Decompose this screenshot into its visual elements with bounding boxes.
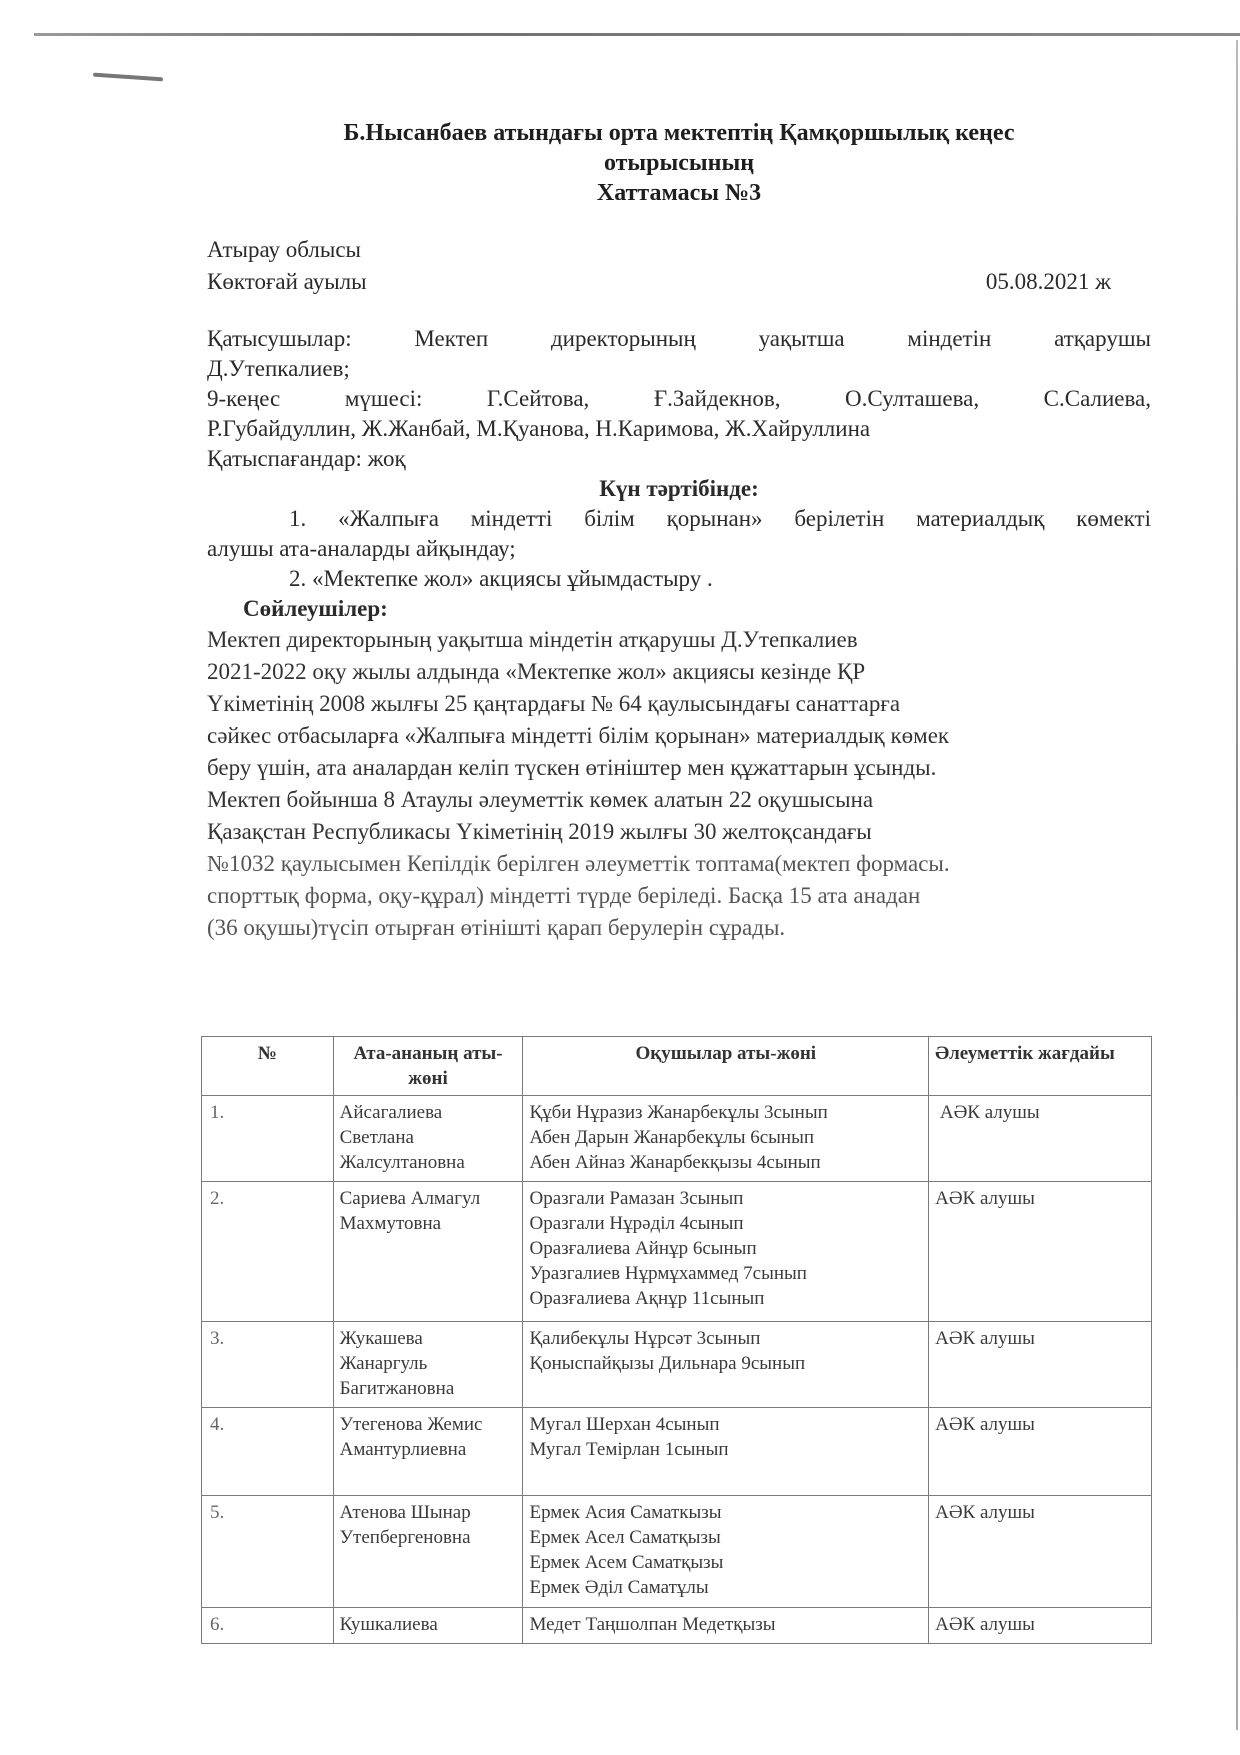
- student-line: Абен Айназ Жанарбекқызы 4сынып: [529, 1152, 821, 1173]
- document-meta: [207, 234, 1151, 298]
- student-line: Медет Таңшолпан Медетқызы: [529, 1614, 776, 1635]
- agenda-section: [207, 474, 1151, 594]
- parent-name-line: Сариева Алмагул: [339, 1188, 481, 1209]
- row-status: АӘК алушы: [929, 1182, 1152, 1322]
- agenda-item-1-line-1: 1. «Жалпыға міндетті білім қорынан» берілетін материалдық көмекті: [289, 506, 1151, 531]
- header-parent: [333, 1037, 523, 1096]
- row-num: 5.: [202, 1496, 334, 1608]
- student-line: Қоныспайқызы Дильнара 9сынып: [529, 1353, 806, 1374]
- table-row: [202, 1182, 1152, 1322]
- participants-section: [207, 324, 1151, 474]
- student-line: Оразғалиева Айнұр 6сынып: [529, 1238, 757, 1259]
- speakers-text: [207, 624, 1151, 944]
- region-label: Атырау облысы: [207, 237, 361, 262]
- title-line-2: отырысының: [603, 150, 755, 176]
- table-row: [202, 1096, 1152, 1182]
- title-line-3: Хаттамасы №3: [596, 180, 762, 206]
- row-parent: [333, 1496, 523, 1608]
- agenda-item-1-line-2: алушы ата-аналарды айқындау;: [207, 536, 516, 561]
- row-parent: [333, 1096, 523, 1182]
- participants-line-3: 9-кеңес мүшесі: Г.Сейтова, Ғ.Зайдекнов, О.Султашева, С.Салиева,: [207, 386, 1151, 411]
- student-line: Оразғалиева Ақнұр 11сынып: [529, 1288, 765, 1309]
- title-line-1: Б.Нысанбаев атындағы орта мектептің Қамқоршылық кеңес: [343, 120, 1015, 146]
- speech-line: Қазақстан Республикасы Үкіметінің 2019 жылғы 30 желтоқсандағы: [207, 819, 872, 844]
- parent-name-line: Амантурлиевна: [339, 1439, 467, 1460]
- student-line: Қалибекұлы Нұрсәт 3сынып: [529, 1328, 761, 1349]
- speech-line: (36 оқушы)түсіп отырған өтінішті қарап берулерін сұрады.: [207, 915, 786, 940]
- parent-name-line: Багитжановна: [339, 1378, 455, 1399]
- parent-name-line: Жанаргуль: [339, 1353, 428, 1374]
- speech-line: Үкіметінің 2008 жылғы 25 қаңтардағы № 64 қаулысындағы санаттарға: [207, 691, 901, 716]
- header-status: Әлеуметтік жағдайы: [929, 1037, 1152, 1096]
- scan-right-edge: [1236, 40, 1238, 1730]
- participants-line-2: Д.Утепкалиев;: [207, 356, 350, 381]
- speakers-heading: Сөйлеушілер:: [243, 596, 388, 621]
- student-line: Ермек Асия Саматкызы: [529, 1502, 722, 1523]
- row-students: [523, 1096, 929, 1182]
- parent-name-line: Светлана: [339, 1127, 414, 1148]
- row-parent: [333, 1408, 523, 1496]
- student-line: Оразгали Рамазан 3сынып: [529, 1188, 744, 1209]
- parent-name-line: Утегенова Жемис: [339, 1414, 483, 1435]
- row-status: АӘК алушы: [929, 1408, 1152, 1496]
- village-date-row: [207, 266, 1151, 298]
- speech-line: спорттық форма, оқу-құрал) міндетті түрде беріледі. Басқа 15 ата анадан: [207, 883, 921, 908]
- parent-name-line: Кушкалиева: [339, 1614, 438, 1635]
- student-line: Ермек Асел Саматқызы: [529, 1527, 721, 1548]
- student-line: Ермек Әділ Саматұлы: [529, 1577, 709, 1598]
- table-header-row: [202, 1037, 1152, 1096]
- scan-pen-mark: [93, 73, 163, 82]
- agenda-item-2: 2. «Мектепке жол» акциясы ұйымдастыру .: [289, 566, 713, 591]
- village-label: Көктоғай ауылы: [207, 269, 367, 294]
- speech-line: 2021-2022 оқу жылы алдында «Мектепке жол» акциясы кезінде ҚР: [207, 659, 866, 684]
- row-num: 4.: [202, 1408, 334, 1496]
- table-row: [202, 1496, 1152, 1608]
- student-line: Мугал Шерхан 4сынып: [529, 1414, 720, 1435]
- agenda-heading: Күн тәртібінде:: [599, 476, 759, 501]
- table-row: [202, 1408, 1152, 1496]
- scan-top-edge: [34, 33, 1240, 36]
- document-page: [207, 118, 1151, 944]
- row-students: [523, 1496, 929, 1608]
- table-row: [202, 1608, 1152, 1644]
- speech-line: №1032 қаулысымен Кепілдік берілген әлеуметтік топтама(мектеп формасы.: [207, 851, 950, 876]
- participants-line-1: Қатысушылар: Мектеп директорының уақытша міндетін атқарушы: [207, 326, 1151, 351]
- header-students: Оқушылар аты-жөні: [523, 1037, 929, 1096]
- row-num: 2.: [202, 1182, 334, 1322]
- row-students: [523, 1322, 929, 1408]
- row-status: АӘК алушы: [929, 1608, 1152, 1644]
- row-students: [523, 1608, 929, 1644]
- row-status: АӘК алушы: [929, 1496, 1152, 1608]
- row-students: [523, 1408, 929, 1496]
- header-num: №: [202, 1037, 334, 1096]
- table-row: [202, 1322, 1152, 1408]
- parent-name-line: Атенова Шынар: [339, 1502, 471, 1523]
- student-line: Мугал Темірлан 1сынып: [529, 1439, 729, 1460]
- row-students: [523, 1182, 929, 1322]
- student-line: Уразгалиев Нұрмұхаммед 7сынып: [529, 1263, 807, 1284]
- absent-line: Қатыспағандар: жоқ: [207, 446, 406, 471]
- row-num: 6.: [202, 1608, 334, 1644]
- row-parent: [333, 1608, 523, 1644]
- student-line: Абен Дарын Жанарбекұлы 6сынып: [529, 1127, 815, 1148]
- document-title: [207, 118, 1151, 208]
- student-line: Құби Нұразиз Жанарбекұлы 3сынып: [529, 1102, 828, 1123]
- parent-name-line: Жукашева: [339, 1328, 423, 1349]
- row-num: 1.: [202, 1096, 334, 1182]
- row-num: 3.: [202, 1322, 334, 1408]
- row-parent: [333, 1322, 523, 1408]
- beneficiaries-table: [201, 1036, 1152, 1644]
- speech-line: Мектеп директорының уақытша міндетін атқарушы Д.Утепкалиев: [207, 627, 858, 652]
- speech-line: Мектеп бойынша 8 Атаулы әлеуметтік көмек алатын 22 оқушысына: [207, 787, 874, 812]
- participants-line-4: Р.Губайдуллин, Ж.Жанбай, М.Қуанова, Н.Каримова, Ж.Хайруллина: [207, 416, 871, 441]
- row-status: АӘК алушы: [929, 1322, 1152, 1408]
- document-date: 05.08.2021 ж: [985, 269, 1111, 294]
- student-line: Оразгали Нұрәділ 4сынып: [529, 1213, 744, 1234]
- row-status: АӘК алушы: [929, 1096, 1152, 1182]
- parent-name-line: Жалсултановна: [339, 1152, 465, 1173]
- row-parent: [333, 1182, 523, 1322]
- speakers-section: [207, 594, 1151, 944]
- speech-line: беру үшін, ата аналардан келіп түскен өтініштер мен құжаттарын ұсынды.: [207, 755, 937, 780]
- parent-name-line: Махмутовна: [339, 1213, 442, 1234]
- speech-line: сәйкес отбасыларға «Жалпыға міндетті білім қорынан» материалдық көмек: [207, 723, 950, 748]
- student-line: Ермек Асем Саматқызы: [529, 1552, 724, 1573]
- header-parent-line-1: Ата-ананың аты-: [353, 1043, 503, 1064]
- header-parent-line-2: жөні: [408, 1068, 448, 1089]
- parent-name-line: Айсагалиева: [339, 1102, 443, 1123]
- parent-name-line: Утепбергеновна: [339, 1527, 471, 1548]
